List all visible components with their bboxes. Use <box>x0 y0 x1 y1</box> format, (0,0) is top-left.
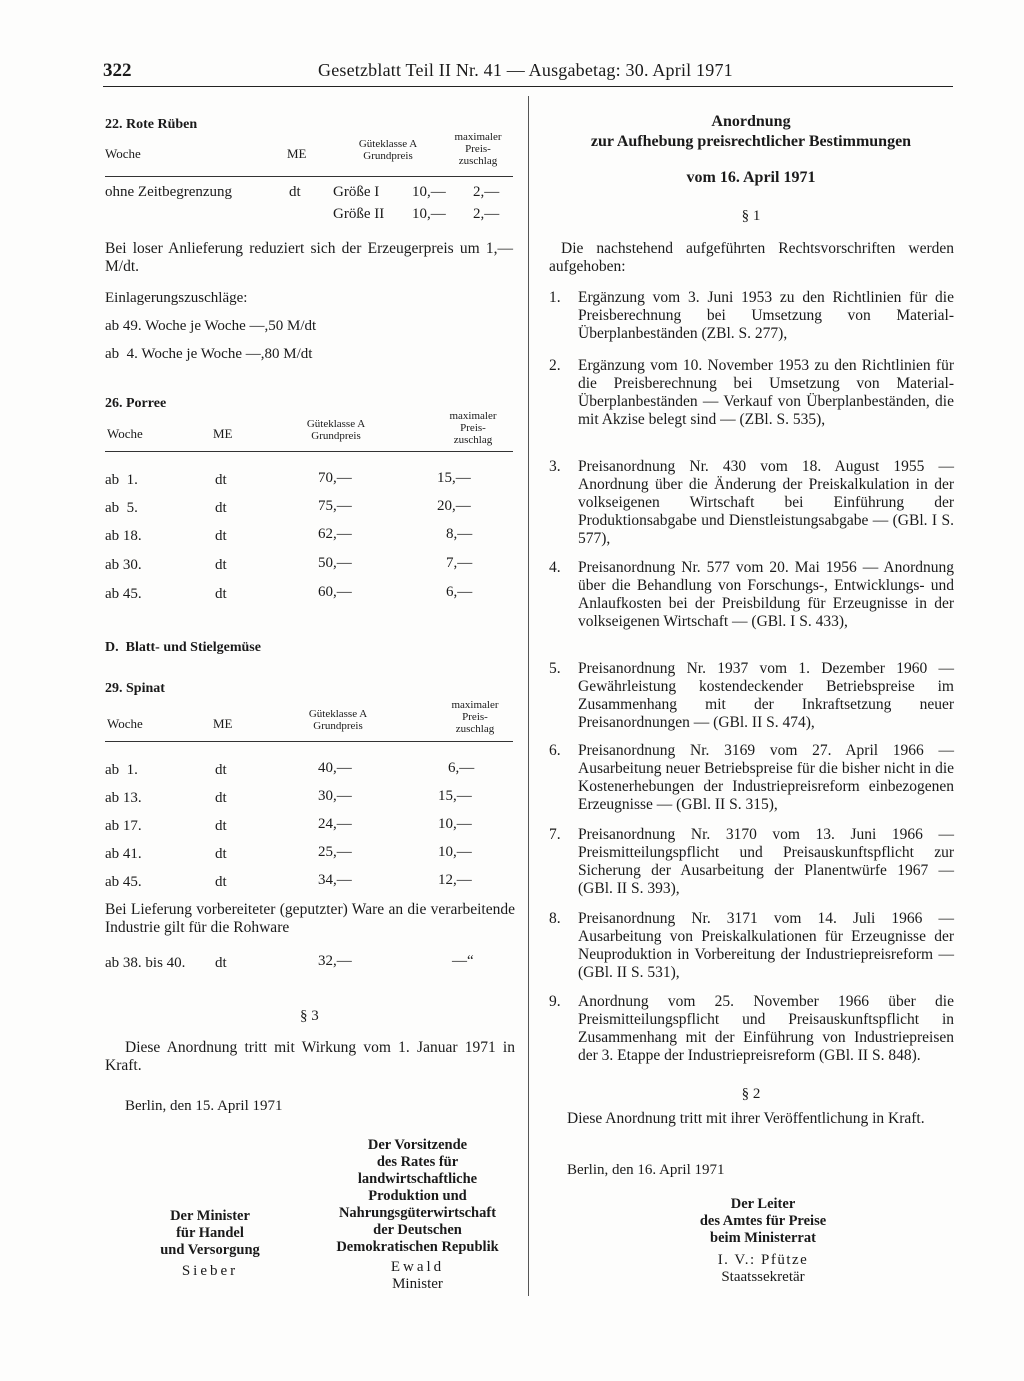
table-cell: ab 45. <box>105 586 142 602</box>
table-cell: ab 1. <box>105 472 138 488</box>
table-cell: 7,— <box>446 555 473 571</box>
col-me: ME <box>287 146 307 161</box>
decree-date: vom 16. April 1971 <box>686 169 816 186</box>
decree-title: Anordnung <box>711 113 791 130</box>
paragraph-2-text: Diese Anordnung tritt mit ihrer Veröffentlichung in Kraft. <box>567 1110 925 1127</box>
list-item: 1. Ergänzung vom 3. Juni 1953 zu den Richtlinien für die Preisberechnung bei Umsetzung von Material-Überplanbeständen (ZBl. S. 277), <box>549 289 954 342</box>
note-paragraph: Bei Lieferung vorbereiteter (geputzter) Ware an die verarbeitende Industrie gilt für die Rohware <box>105 901 515 936</box>
table-cell: dt <box>215 472 227 488</box>
list-item: 5. Preisanordnung Nr. 1937 vom 1. Dezember 1960 — Gewährleistung kostendeckender Betriebspreise im Zusammenhang mit der Inkraftsetzung neuer Preisanordnungen — (GBl. II S. 474), <box>549 660 954 731</box>
einlagerung-line: ab 49. Woche je Woche —,50 M/dt <box>105 318 317 334</box>
header-rule <box>103 86 953 87</box>
table-cell: ab 5. <box>105 500 138 516</box>
decree-subtitle: zur Aufhebung preisrechtlicher Bestimmungen <box>590 133 912 150</box>
table-cell: dt <box>215 818 227 834</box>
place-date-right: Berlin, den 16. April 1971 <box>567 1162 725 1178</box>
table-cell: dt <box>289 184 301 200</box>
table-rule <box>105 741 513 742</box>
table-cell: 15,— <box>437 470 471 486</box>
table-cell: 10,— <box>412 206 446 222</box>
col-max-zuschlag: maximaler Preis- zuschlag <box>449 410 497 446</box>
table-cell: dt <box>215 790 227 806</box>
table-cell: ab 30. <box>105 557 142 573</box>
intro-paragraph: Die nachstehend aufgeführten Rechtsvorschriften werden aufgehoben: <box>549 240 954 275</box>
table-rule <box>105 176 513 177</box>
place-date-left: Berlin, den 15. April 1971 <box>125 1098 283 1114</box>
table-cell: dt <box>215 500 227 516</box>
table-cell: dt <box>215 874 227 890</box>
table-cell: ohne Zeitbegrenzung <box>105 184 233 200</box>
table-rule <box>105 451 513 452</box>
table-cell: ab 45. <box>105 874 142 890</box>
table-cell: 8,— <box>446 526 473 542</box>
table-cell: ab 1. <box>105 762 138 778</box>
table-cell: Größe II <box>333 206 385 222</box>
table-cell: 62,— <box>318 526 352 542</box>
signature-block-minister: Der Minister für Handel und Versorgung <box>160 1208 260 1258</box>
table-cell: 20,— <box>437 498 471 514</box>
table-cell: 32,— <box>318 953 352 969</box>
table-cell: 30,— <box>318 788 352 804</box>
table-cell: Größe I <box>333 184 380 200</box>
paragraph-3-heading: § 3 <box>300 1008 319 1024</box>
col-woche: Woche <box>107 426 143 441</box>
list-item: 2. Ergänzung vom 10. November 1953 zu den Richtlinien für die Preisberechnung bei Umsetzung von Material-Überplanbeständen — Verkauf von Überplanbeständen, die mit Akzise belegt sind — (ZBl. S. 535), <box>549 357 954 428</box>
table-cell: 24,— <box>318 816 352 832</box>
col-gueteklasse: Güteklasse A Grundpreis <box>308 708 368 732</box>
table-cell: 2,— <box>473 184 500 200</box>
col-woche: Woche <box>105 146 141 161</box>
list-item: 6. Preisanordnung Nr. 3169 vom 27. April 1966 — Ausarbeitung neuer Betriebspreise für die bisher nicht in die Kostenerhebungen der Industriepreisreform einbezogenen Erzeugnisse — (GBl. II S. 315), <box>549 742 954 813</box>
col-gueteklasse: Güteklasse A Grundpreis <box>306 418 366 442</box>
col-max-zuschlag: maximaler Preis- zuschlag <box>454 131 502 167</box>
col-me: ME <box>213 716 233 731</box>
section-29-title: 29. Spinat <box>105 681 165 696</box>
paragraph-3-text: Diese Anordnung tritt mit Wirkung vom 1. Januar 1971 in Kraft. <box>105 1039 515 1074</box>
section-22-title: 22. Rote Rüben <box>105 117 198 132</box>
col-me: ME <box>213 426 233 441</box>
table-cell: 60,— <box>318 584 352 600</box>
table-cell: 15,— <box>438 788 472 804</box>
einlagerung-line: ab 4. Woche je Woche —,80 M/dt <box>105 346 313 362</box>
col-max-zuschlag: maximaler Preis- zuschlag <box>451 699 499 735</box>
note-paragraph: Bei loser Anlieferung reduziert sich der Erzeugerpreis um 1,— M/dt. <box>105 240 513 275</box>
table-cell: 75,— <box>318 498 352 514</box>
table-cell: dt <box>215 762 227 778</box>
table-cell: 70,— <box>318 470 352 486</box>
table-cell: dt <box>215 586 227 602</box>
table-cell: dt <box>215 528 227 544</box>
table-cell: 50,— <box>318 555 352 571</box>
section-26-title: 26. Porree <box>105 396 167 411</box>
column-divider <box>528 96 529 1296</box>
table-cell: dt <box>215 955 227 971</box>
page-number: 322 <box>103 60 132 81</box>
signature-block-vorsitzende: Der Vorsitzende des Rates für landwirtschaftliche Produktion und Nahrungsgüterwirtschaft der Deutschen Demokratischen Republik <box>336 1137 499 1255</box>
list-item: 8. Preisanordnung Nr. 3171 vom 14. Juli 1966 — Ausarbeitung von Preiskalkulationen für Erzeugnisse der Neuproduktion in Vorbereitung der Industriepreisreform — (GBl. II S. 531), <box>549 910 954 981</box>
section-d-title: D. Blatt- und Stielgemüse <box>105 640 261 655</box>
signature-block-leiter: Der Leiter des Amtes für Preise beim Ministerrat <box>699 1196 827 1246</box>
table-cell: dt <box>215 557 227 573</box>
col-gueteklasse: Güteklasse A Grundpreis <box>358 138 418 162</box>
table-cell: ab 13. <box>105 790 142 806</box>
table-cell: ab 41. <box>105 846 142 862</box>
table-cell: 40,— <box>318 760 352 776</box>
table-cell: 10,— <box>438 816 472 832</box>
table-cell: ab 17. <box>105 818 142 834</box>
table-cell: 12,— <box>438 872 472 888</box>
paragraph-1-heading: § 1 <box>741 208 761 224</box>
table-cell: ab 18. <box>105 528 142 544</box>
signature-role: Minister <box>392 1276 443 1292</box>
list-item: 3. Preisanordnung Nr. 430 vom 18. August 1955 — Anordnung über die Änderung der Preiskalkulation in der volkseigenen Wirtschaft bei Einführung der Produktionsabgabe und Dienstleistungsabgabe — (GBl. I S. 577), <box>549 458 954 547</box>
col-woche: Woche <box>107 716 143 731</box>
table-cell: 25,— <box>318 844 352 860</box>
signature-role: Staatssekretär <box>721 1269 805 1285</box>
table-cell: 6,— <box>446 584 473 600</box>
table-cell: 34,— <box>318 872 352 888</box>
einlagerung-title: Einlagerungszuschläge: <box>105 290 248 306</box>
signature-name-pfuetze: I. V.: Pfütze <box>717 1252 809 1268</box>
signature-name-ewald: Ewald <box>390 1259 445 1275</box>
paragraph-2-heading: § 2 <box>741 1086 761 1102</box>
signature-name-sieber: Sieber <box>181 1263 239 1279</box>
table-cell: 10,— <box>438 844 472 860</box>
table-cell: 2,— <box>473 206 500 222</box>
table-cell: —“ <box>452 953 474 969</box>
gazette-title: Gesetzblatt Teil II Nr. 41 — Ausgabetag: 30. April 1971 <box>318 60 733 80</box>
table-cell: ab 38. bis 40. <box>105 955 186 971</box>
table-cell: 10,— <box>412 184 446 200</box>
list-item: 9. Anordnung vom 25. November 1966 über die Preismitteilungspflicht und Preisauskunftspflicht in Zusammenhang mit der Einführung von Industriepreisen der 3. Etappe der Industriepreisreform (GBl. II S. 848). <box>549 993 954 1064</box>
list-item: 4. Preisanordnung Nr. 577 vom 20. Mai 1956 — Anordnung über die Behandlung von Forschungs-, Entwicklungs- und Anlaufkosten bei der Preisbildung für Erzeugnisse in der volkseigenen Wirtschaft — (GBl. I S. 433), <box>549 559 954 630</box>
table-cell: 6,— <box>448 760 475 776</box>
table-cell: dt <box>215 846 227 862</box>
list-item: 7. Preisanordnung Nr. 3170 vom 13. Juni 1966 — Preismitteilungspflicht und Preisauskunftspflicht zur Sicherung der Ausarbeitung der Planentwürfe 1967 — (GBl. II S. 393), <box>549 826 954 897</box>
